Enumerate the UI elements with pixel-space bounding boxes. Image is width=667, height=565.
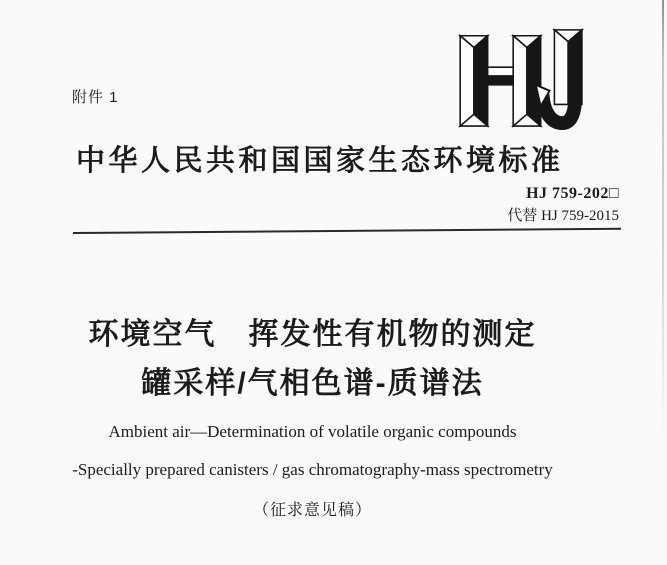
- attachment-label: 附件 1: [72, 89, 119, 106]
- title-cn-line1: 环境空气 挥发性有机物的测定: [88, 318, 537, 351]
- title-en-line2: -Specially prepared canisters / gas chromatography-mass spectrometry: [72, 460, 553, 479]
- header-rule: [73, 228, 621, 235]
- title-cn-line2: 罐采样/气相色谱-质谱法: [141, 367, 484, 400]
- hj-logo-icon: [454, 22, 592, 130]
- page-edge-shadow: [662, 0, 664, 440]
- standard-heading: 中华人民共和国国家生态环境标准: [76, 145, 564, 177]
- standard-number: HJ 759-202□: [526, 185, 619, 202]
- title-en-line1: Ambient air—Determination of volatile organic compounds: [108, 422, 517, 441]
- draft-note: （征求意见稿）: [252, 502, 372, 519]
- standard-codes: [507, 183, 619, 227]
- replaces-note: 代替 HJ 759-2015: [507, 208, 619, 224]
